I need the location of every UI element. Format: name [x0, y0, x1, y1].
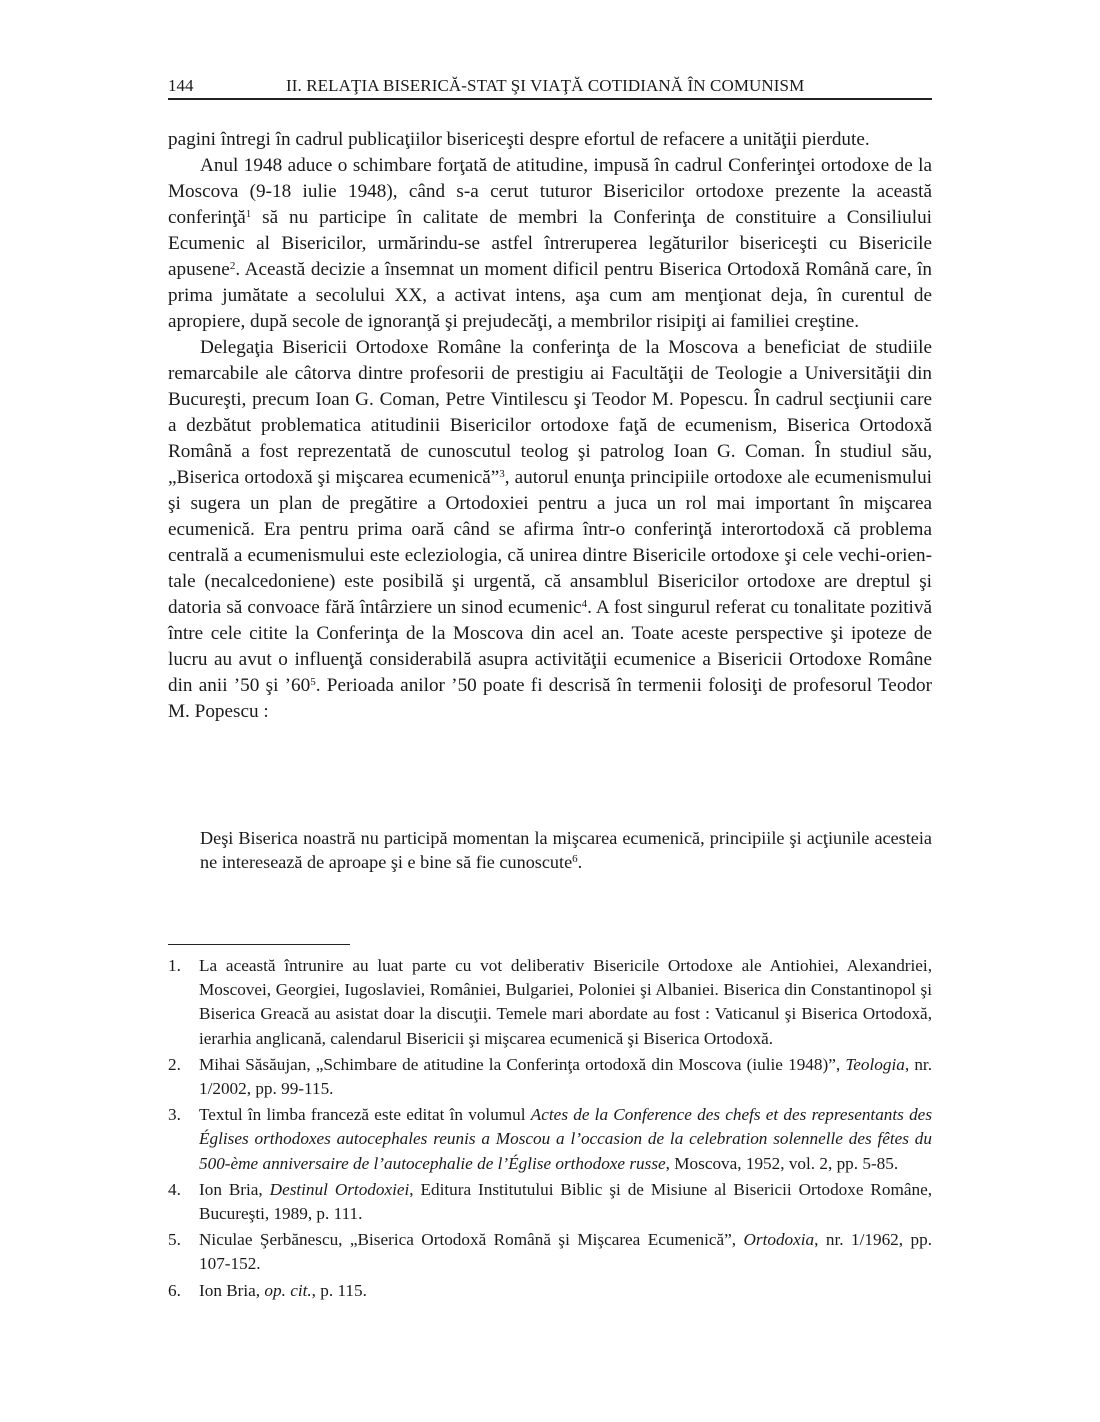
paragraph: [168, 127, 932, 153]
text-run: , nr. 1/1962, pp. 107-152.: [199, 1230, 932, 1274]
footnote-number: 6.: [168, 1280, 181, 1300]
footnote-separator: [168, 944, 350, 945]
footnote-ref[interactable]: 2: [229, 260, 236, 272]
text-run: Anul 1948 aduce o schimbare forţată de atitudine, impusă în cadrul Conferinţei ortodoxe de la Moscova (9-18 iulie 1948), când s-a cerut tuturor Bisericilor ortodoxe prezente la această conferinţă: [168, 155, 932, 228]
italic-title: Teologia: [845, 1054, 905, 1074]
text-run: Ion Bria,: [199, 1280, 265, 1300]
footnote-ref[interactable]: 5: [310, 676, 316, 688]
text-run: , autorul enunţa principiile ortodoxe ale ecumenismului şi sugera un plan de pregătire a Ortodoxiei pentru a juca un rol mai important în mişcarea ecumenică. Era pentru prima oară când se afirma într-o conferinţă interortodoxă că problema centrală a ecumenismului este ecleziologia, că unirea dintre Bisericile ortodoxe şi cele vechi-orientale (necalcedoniene) este posibilă şi urgentă, că ansamblul Bisericilor ortodoxe are dreptul şi datoria să convoace fără întârziere un sinod ecumenic: [168, 467, 932, 618]
footnote-ref[interactable]: 1: [245, 208, 252, 220]
text-run: pagini întregi în cadrul publicaţiilor bisericeşti despre efortul de refacere a unităţii pierdute.: [168, 129, 870, 150]
block-quote: Deşi Biserica noastră nu participă momentan la mişcarea ecumenică, principiile şi acţiunile acesteia ne interesează de aproape şi e bine să fie cunoscute$^6$.: [200, 828, 932, 872]
text-run: . Această decizie a însemnat un moment dificil pentru Biserica Ortodoxă Română care, în prima jumătate a secolului XX, a activat intens, aşa cum am menţionat deja, în curentul de apropiere, după secole de ignoranţă şi prejudecăţi, a membrilor risipiţi ai familiei creştine.: [168, 259, 932, 332]
footnote-item: [168, 1053, 932, 1101]
paragraph: [168, 335, 932, 725]
body-text: [168, 127, 932, 725]
text-run: , Editura Institutului Biblic şi de Misiune al Bisericii Ortodoxe Române, Bucureşti, 1989, p. 111.: [199, 1179, 932, 1224]
footnote-number: 2.: [168, 1054, 181, 1074]
footnote-ref[interactable]: 3: [499, 468, 505, 480]
text-run: să nu participe în calitate de membri la Conferinţa de constituire a Consiliului Ecumenic al Bisericilor, urmărindu-se astfel întreruperea legăturilor bisericeşti cu Bisericile apusene: [168, 207, 932, 280]
footnote-item: [168, 1178, 932, 1226]
text-run: . A fost singurul referat cu tonalitate pozitivă între cele citite la Conferinţa de la Moscova din acel an. Toate aceste perspective şi ipoteze de lucru au avut o influenţă considerabilă asupra activităţii ecumenice a Bisericii Ortodoxe Române din anii ’50 şi ’60: [168, 597, 932, 696]
footnote-ref[interactable]: 6: [572, 853, 578, 865]
text-run: , p. 115.: [311, 1280, 367, 1300]
footnotes-list: [168, 954, 932, 1305]
page-number: 144: [168, 76, 194, 95]
text-run: , nr. 1/2002, pp. 99-115.: [199, 1054, 932, 1099]
paragraph: [168, 153, 932, 335]
quote-text: Deşi Biserica noastră nu participă momentan la mişcarea ecumenică, principiile şi acţiunile acesteia ne interesează de aproape şi e bine să fie cunoscute: [200, 828, 932, 872]
text-run: Niculae Şerbănescu, „Biserica Ortodoxă Română şi Mişcarea Ecumenică”,: [199, 1230, 744, 1250]
chapter-title: II. RELAŢIA BISERICĂ-STAT ŞI VIAŢĂ COTIDIANĂ ÎN COMUNISM: [286, 76, 805, 95]
footnote-item: [168, 1228, 932, 1276]
text-run: , Moscova, 1952, vol. 2, pp. 5-85.: [665, 1153, 899, 1173]
text-run: . Perioada anilor ’50 poate fi descrisă în termenii folosiţi de profesorul Teodor M. Popescu :: [168, 675, 932, 722]
text-run: Ion Bria,: [199, 1179, 270, 1199]
text-run: Textul în limba franceză este editat în volumul: [199, 1105, 531, 1125]
text-run: La această întrunire au luat parte cu vot deliberativ Bisericile Ortodoxe ale Antiohiei, Alexandriei, Moscovei, Georgiei, Iugoslaviei, României, Bulgariei, Poloniei şi Albaniei. Biserica din Constantinopol şi Biserica Greacă au asistat doar la discuţii. Temele mari abordate au fost : Vaticanul şi Biserica Ortodoxă, ierarhia anglicană, calendarul Bisericii şi mişcarea ecumenică şi Biserica Ortodoxă.: [199, 956, 932, 1048]
footnote-number: 1.: [168, 956, 181, 975]
italic-title: Actes de la Conference des chefs et des representants des Églises orthodoxes autocephales reunis a Moscou a l’occasion de la celebration solennelle des fêtes du 500-ème anniversaire de l’autocephalie de l’Église orthodoxe russe: [199, 1105, 933, 1173]
footnote-ref[interactable]: 4: [581, 598, 588, 610]
italic-title: Ortodoxia: [743, 1230, 815, 1250]
footnote-item: [168, 1279, 932, 1303]
footnote-item: [168, 954, 932, 1051]
footnote-number: 4.: [168, 1179, 181, 1199]
footnote-number: 3.: [168, 1105, 181, 1125]
footnote-number: 5.: [168, 1230, 181, 1250]
text-run: Delegaţia Bisericii Ortodoxe Române la conferinţa de la Moscova a beneficiat de studiile remarcabile ale câtorva dintre profesorii de prestigiu ai Facultăţii de Teologie a Universităţii din Bucureşti, precum Ioan G. Coman, Petre Vintilescu şi Teodor M. Popescu. În cadrul secţiunii care a dezbătut problematica atitudinii Bisericilor ortodoxe faţă de ecumenism, Biserica Ortodoxă Română a fost reprezentată de cunoscutul teolog şi patrolog Ioan G. Coman. În studiul său, „Biserica ortodoxă şi mişcarea ecumenică”: [168, 337, 932, 488]
italic-title: op. cit.: [264, 1280, 312, 1300]
text-run: Mihai Săsăujan, „Schimbare de atitudine la Conferinţa ortodoxă din Moscova (iulie 1948)”,: [199, 1054, 846, 1074]
footnote-item: [168, 1103, 932, 1176]
running-header: [168, 74, 932, 100]
italic-title: Destinul Ortodoxiei: [269, 1179, 410, 1199]
